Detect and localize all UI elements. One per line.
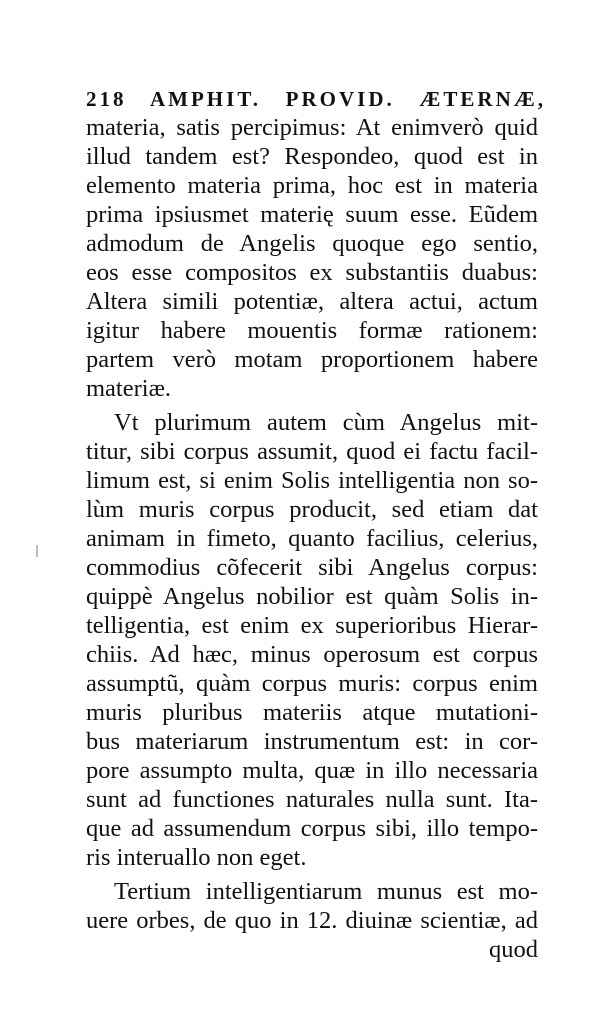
paragraph-2 xyxy=(86,408,538,872)
text-line: assumptũ, quàm corpus muris: corpus enim xyxy=(86,670,538,697)
text-line: pore assumpto multa, quæ in illo necessaria xyxy=(86,757,538,784)
text-line: muris pluribus materiis atque mutationi- xyxy=(86,699,538,726)
text-line: limum est, si enim Solis intelligentia non so- xyxy=(86,467,538,494)
text-line: elemento materia prima, hoc est in materia xyxy=(86,172,538,199)
text-line: materiæ. xyxy=(86,375,172,402)
catchword: quod xyxy=(489,936,538,963)
paragraph-1 xyxy=(86,113,538,403)
text-line: lùm muris corpus producit, sed etiam dat xyxy=(86,496,538,523)
text-line: partem verò motam proportionem habere xyxy=(86,346,538,373)
text-block xyxy=(86,113,538,964)
text-line: telligentia, est enim ex superioribus Hierar- xyxy=(86,612,538,639)
text-line: que ad assumendum corpus sibi, illo tempo- xyxy=(86,815,538,842)
text-line: ris interuallo non eget. xyxy=(86,844,307,871)
text-line: animam in fimeto, quanto facilius, celerius, xyxy=(86,525,538,552)
text-line: quippè Angelus nobilior est quàm Solis in- xyxy=(86,583,538,610)
text-line: chiis. Ad hæc, minus operosum est corpus xyxy=(86,641,538,668)
text-line: igitur habere mouentis formæ rationem: xyxy=(86,317,538,344)
running-head: 218 AMPHIT. PROVID. ÆTERNÆ, xyxy=(86,87,546,111)
text-line: eos esse compositos ex substantiis duabus: xyxy=(86,259,538,286)
text-line: illud tandem est? Respondeo, quod est in xyxy=(86,143,538,170)
text-line: commodius cõfecerit sibi Angelus corpus: xyxy=(86,554,538,581)
text-line: sunt ad functiones naturales nulla sunt. Ita- xyxy=(86,786,538,813)
text-line: uere orbes, de quo in 12. diuinæ scientiæ, ad xyxy=(86,907,538,934)
text-line: bus materiarum instrumentum est: in cor- xyxy=(86,728,538,755)
text-line: Tertium intelligentiarum munus est mo- xyxy=(114,878,538,905)
margin-speck xyxy=(36,545,38,557)
text-line: prima ipsiusmet materię suum esse. Eũdem xyxy=(86,201,538,228)
text-line: Altera simili potentiæ, altera actui, actum xyxy=(86,288,538,315)
text-line: materia, satis percipimus: At enimverò quid xyxy=(86,114,538,141)
text-line: titur, sibi corpus assumit, quod ei factu facil- xyxy=(86,438,538,465)
text-line: admodum de Angelis quoque ego sentio, xyxy=(86,230,538,257)
paragraph-3 xyxy=(86,877,538,935)
text-line: Vt plurimum autem cùm Angelus mit- xyxy=(114,409,538,436)
